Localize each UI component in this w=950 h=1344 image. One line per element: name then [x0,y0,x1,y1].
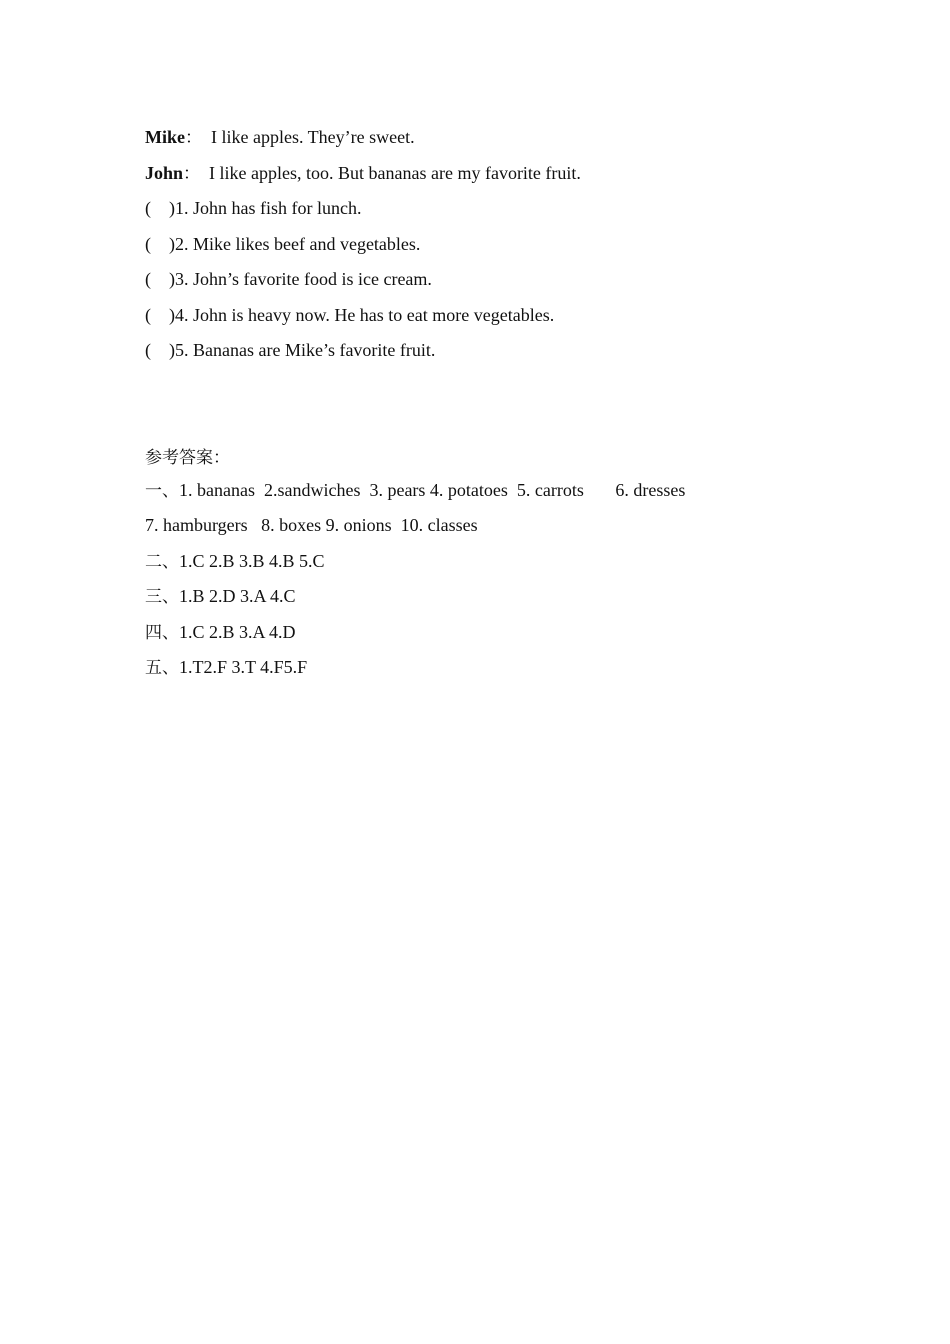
answer-blank: ( ) [145,269,175,289]
answer-line [145,547,825,583]
question-item [145,230,825,266]
document-page [145,123,825,689]
answer-section-label: 五、 [145,658,179,678]
answer-section-label: 二、 [145,551,179,572]
answer-text: 1.T2.F 3.T 4.F5.F [179,657,308,677]
dialogue-line-mike [145,123,825,159]
answer-blank: ( ) [145,304,175,325]
answer-section-label: 三、 [145,587,179,607]
speaker-separator: ： [185,128,202,148]
answer-line [145,511,825,547]
answer-text: 1.C 2.B 3.B 4.B 5.C [179,550,325,571]
answer-blank: ( ) [145,340,175,360]
answer-blank: ( ) [145,198,175,218]
question-item [145,265,825,301]
answer-line [145,476,825,512]
answer-key-heading: 参考答案： [145,447,230,468]
question-item [145,301,825,337]
speaker-name: Mike [145,127,185,147]
question-text: 2. Mike likes beef and vegetables. [175,233,421,254]
question-item [145,336,825,372]
question-item [145,194,825,230]
speaker-separator: ： [183,163,201,184]
answer-line [145,618,825,654]
dialogue-text: I like apples, too. But bananas are my favorite fruit. [200,162,581,183]
answer-blank: ( ) [145,233,175,254]
answer-text: 1.C 2.B 3.A 4.D [179,621,296,642]
answer-text: 7. hamburgers 8. boxes 9. onions 10. classes [145,515,478,535]
question-text: 1. John has fish for lunch. [175,198,362,218]
answer-text: 1.B 2.D 3.A 4.C [179,586,296,606]
question-text: 5. Bananas are Mike’s favorite fruit. [175,340,436,360]
question-text: 4. John is heavy now. He has to eat more vegetables. [175,304,555,325]
question-text: 3. John’s favorite food is ice cream. [175,269,432,289]
dialogue-line-john [145,159,825,195]
section-spacer [145,372,825,443]
dialogue-text: I like apples. They’re sweet. [202,127,415,147]
answer-line [145,582,825,618]
answer-text: 1. bananas 2.sandwiches 3. pears 4. potatoes 5. carrots 6. dresses [179,479,686,500]
answer-section-label: 四、 [145,622,179,643]
speaker-name: John [145,162,184,183]
answer-section-label: 一、 [145,480,179,501]
answer-line [145,653,825,689]
